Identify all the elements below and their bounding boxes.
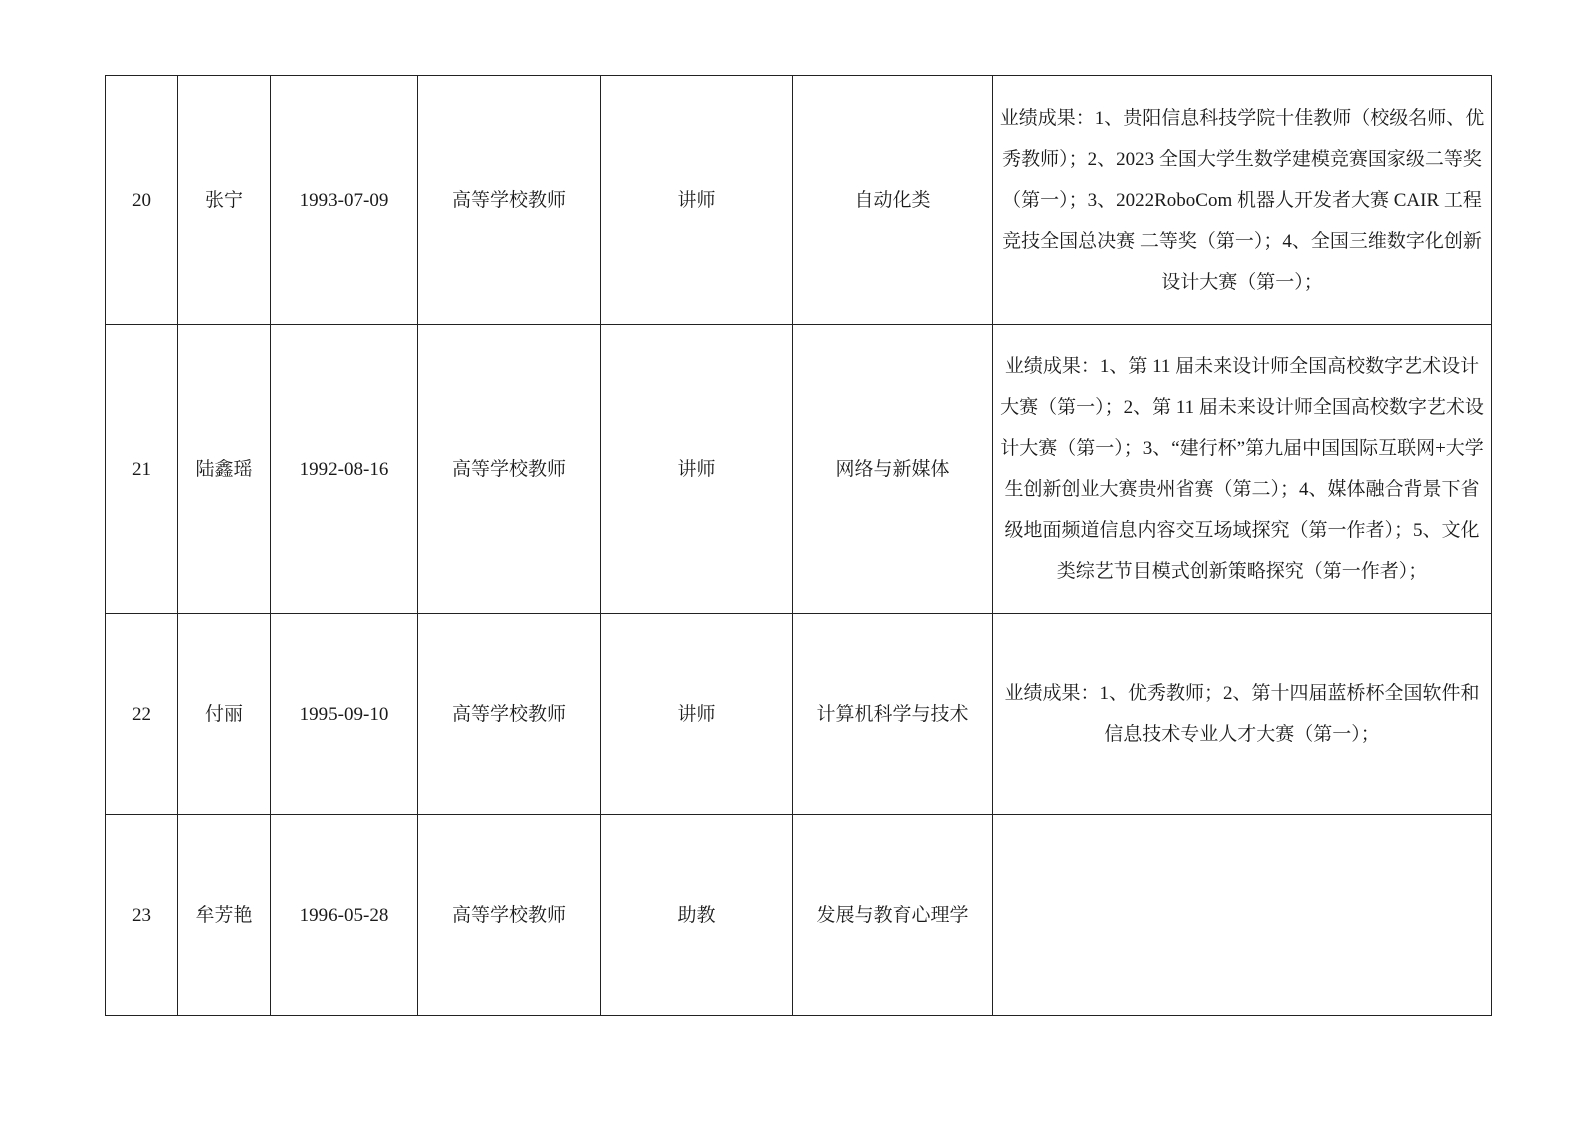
job-category: 高等学校教师 — [418, 815, 601, 1016]
staff-table — [105, 75, 1492, 1016]
row-number: 22 — [106, 614, 178, 815]
person-name: 付丽 — [178, 614, 271, 815]
job-category: 高等学校教师 — [418, 76, 601, 325]
person-name: 张宁 — [178, 76, 271, 325]
major: 计算机科学与技术 — [793, 614, 993, 815]
table-row — [106, 614, 1492, 815]
row-number: 23 — [106, 815, 178, 1016]
major: 发展与教育心理学 — [793, 815, 993, 1016]
professional-title: 讲师 — [601, 76, 793, 325]
job-category: 高等学校教师 — [418, 325, 601, 614]
table-row — [106, 325, 1492, 614]
birth-date: 1992-08-16 — [271, 325, 418, 614]
achievements — [993, 815, 1492, 1016]
row-number: 21 — [106, 325, 178, 614]
birth-date: 1996-05-28 — [271, 815, 418, 1016]
table-row — [106, 76, 1492, 325]
achievements: 业绩成果：1、贵阳信息科技学院十佳教师（校级名师、优秀教师）；2、2023 全国大学生数学建模竞赛国家级二等奖（第一）；3、2022RoboCom 机器人开发者大赛 CAIR 工程竞技全国总决赛 二等奖（第一）；4、全国三维数字化创新设计大赛（第一）； — [993, 76, 1492, 325]
person-name: 牟芳艳 — [178, 815, 271, 1016]
row-number: 20 — [106, 76, 178, 325]
achievements: 业绩成果：1、优秀教师；2、第十四届蓝桥杯全国软件和信息技术专业人才大赛（第一）； — [993, 614, 1492, 815]
birth-date: 1995-09-10 — [271, 614, 418, 815]
job-category: 高等学校教师 — [418, 614, 601, 815]
person-name: 陆鑫瑶 — [178, 325, 271, 614]
birth-date: 1993-07-09 — [271, 76, 418, 325]
achievements: 业绩成果：1、第 11 届未来设计师全国高校数字艺术设计大赛（第一）；2、第 11 届未来设计师全国高校数字艺术设计大赛（第一）；3、“建行杯”第九届中国国际互联网+大学生创新创业大赛贵州省赛（第二）；4、媒体融合背景下省级地面频道信息内容交互场域探究（第一作者）；5、文化类综艺节目模式创新策略探究（第一作者）； — [993, 325, 1492, 614]
major: 网络与新媒体 — [793, 325, 993, 614]
major: 自动化类 — [793, 76, 993, 325]
professional-title: 助教 — [601, 815, 793, 1016]
professional-title: 讲师 — [601, 614, 793, 815]
professional-title: 讲师 — [601, 325, 793, 614]
table-row — [106, 815, 1492, 1016]
